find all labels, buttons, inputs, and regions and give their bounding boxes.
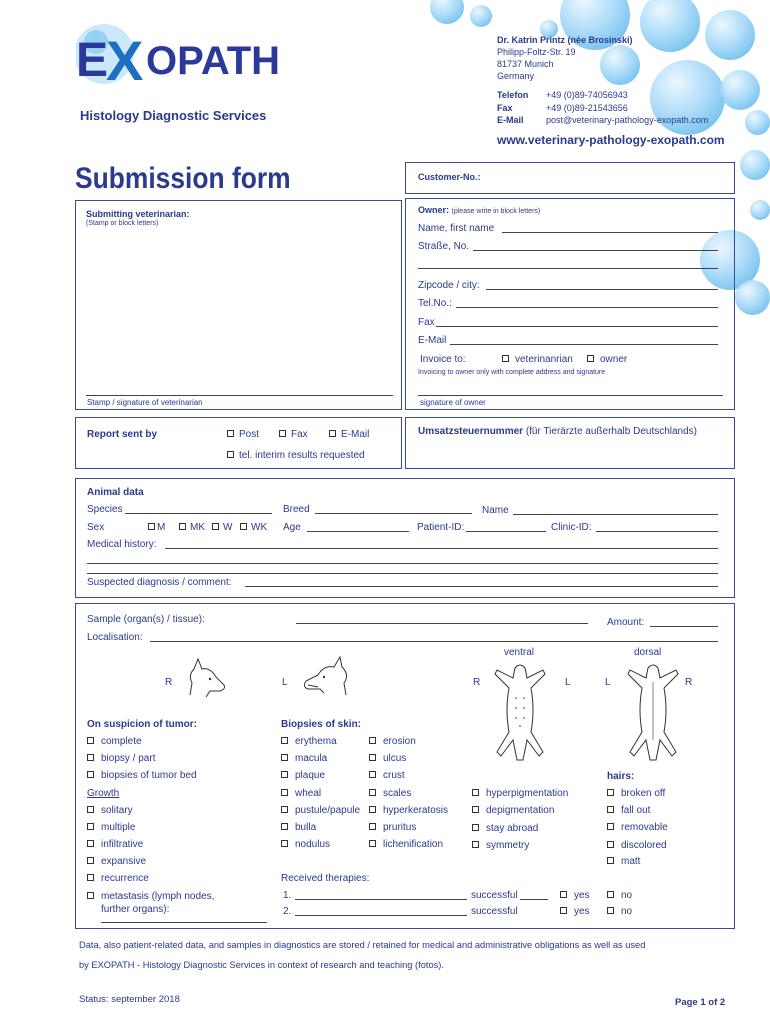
skin-erosion-label: erosion bbox=[383, 736, 416, 747]
skin-erythema-checkbox[interactable] bbox=[281, 737, 288, 744]
skin-pruritus-checkbox[interactable] bbox=[369, 823, 376, 830]
therapy-1-yes-checkbox[interactable] bbox=[560, 891, 567, 898]
owner-fax-field[interactable] bbox=[436, 326, 718, 327]
therapy-2-yes-checkbox[interactable] bbox=[560, 907, 567, 914]
history-field[interactable] bbox=[165, 548, 718, 549]
growth-recurrence-checkbox[interactable] bbox=[87, 874, 94, 881]
skin-erosion-checkbox[interactable] bbox=[369, 737, 376, 744]
page-title: Submission form bbox=[75, 162, 291, 195]
metastasis-field[interactable] bbox=[101, 922, 267, 923]
organ-label: Sample (organ(s) / tissue): bbox=[87, 614, 205, 625]
hairs-broken-checkbox[interactable] bbox=[607, 789, 614, 796]
therapy-2-no-checkbox[interactable] bbox=[607, 907, 614, 914]
hairs-removable-label: removable bbox=[621, 822, 668, 833]
sex-label: Sex bbox=[87, 522, 105, 533]
owner-label bbox=[418, 205, 540, 215]
contact-street: Philipp-Foltz-Str. 19 bbox=[497, 47, 576, 57]
therapies-title: Received therapies: bbox=[281, 873, 370, 884]
svg-text:E: E bbox=[76, 34, 109, 87]
contact-phones bbox=[497, 89, 528, 127]
skin-hyperpigmentation-label: hyperpigmentation bbox=[486, 788, 569, 799]
sex-m-label: M bbox=[157, 522, 166, 533]
skin-macula-checkbox[interactable] bbox=[281, 754, 288, 761]
tumor-biopsy-label: biopsy / part bbox=[101, 753, 156, 764]
therapy-1-no-label: no bbox=[621, 890, 633, 901]
growth-solitary-label: solitary bbox=[101, 805, 133, 816]
dog-ventral-diagram[interactable] bbox=[485, 660, 555, 765]
skin-symmetry-label: symmetry bbox=[486, 840, 530, 851]
ventral-label: ventral bbox=[504, 647, 535, 658]
dog-dorsal-diagram[interactable] bbox=[618, 660, 688, 765]
growth-multiple-checkbox[interactable] bbox=[87, 823, 94, 830]
ust-label bbox=[418, 426, 697, 437]
phone-label: Telefon bbox=[497, 90, 529, 100]
owner-zip-label: Zipcode / city: bbox=[418, 280, 480, 291]
tumor-bed-label: biopsies of tumor bed bbox=[101, 770, 197, 781]
name-field[interactable] bbox=[513, 514, 718, 515]
dog-head-right-diagram[interactable] bbox=[298, 655, 353, 700]
skin-scales-checkbox[interactable] bbox=[369, 789, 376, 796]
privacy-text-2: by EXOPATH - Histology Diagnostic Services in context of research and teaching (fotos). bbox=[79, 960, 444, 970]
owner-street-field[interactable] bbox=[473, 250, 718, 251]
species-field[interactable] bbox=[125, 513, 272, 514]
tumor-complete-label: complete bbox=[101, 736, 142, 747]
tumor-bed-checkbox[interactable] bbox=[87, 771, 94, 778]
sex-wk-checkbox[interactable] bbox=[240, 523, 247, 530]
therapy-2-field[interactable] bbox=[295, 915, 467, 916]
contact-city: 81737 Munich bbox=[497, 59, 554, 69]
report-fax-checkbox[interactable] bbox=[279, 430, 286, 437]
age-field[interactable] bbox=[307, 531, 409, 532]
patient-id-label: Patient-ID: bbox=[417, 522, 465, 533]
growth-solitary-checkbox[interactable] bbox=[87, 806, 94, 813]
skin-crust-checkbox[interactable] bbox=[369, 771, 376, 778]
therapy-1-success-field[interactable] bbox=[520, 899, 548, 900]
website-link[interactable]: www.veterinary-pathology-exopath.com bbox=[497, 133, 725, 147]
report-box bbox=[75, 417, 402, 469]
therapy-2-yes-label: yes bbox=[574, 906, 590, 917]
therapy-2-number: 2. bbox=[283, 906, 292, 917]
localisation-label: Localisation: bbox=[87, 632, 143, 643]
fax-value: +49 (0)89-21543656 bbox=[546, 102, 628, 113]
skin-bulla-checkbox[interactable] bbox=[281, 823, 288, 830]
therapy-1-field[interactable] bbox=[295, 899, 467, 900]
name-label: Name bbox=[482, 505, 509, 516]
invoice-owner-label: owner bbox=[600, 354, 628, 365]
hairs-broken-label: broken off bbox=[621, 788, 666, 799]
skin-hyperpigmentation-checkbox[interactable] bbox=[472, 789, 479, 796]
svg-text:OPATH: OPATH bbox=[146, 39, 281, 83]
growth-multiple-label: multiple bbox=[101, 822, 136, 833]
skin-pustule-checkbox[interactable] bbox=[281, 806, 288, 813]
growth-expansive-label: expansive bbox=[101, 856, 147, 867]
invoice-note: Invoicing to owner only with complete address and signature bbox=[418, 369, 606, 376]
hairs-title: hairs: bbox=[607, 771, 635, 782]
localisation-field[interactable] bbox=[150, 641, 718, 642]
breed-field[interactable] bbox=[315, 513, 472, 514]
hairs-matt-checkbox[interactable] bbox=[607, 857, 614, 864]
sex-mk-label: MK bbox=[190, 522, 205, 533]
invoice-vet-label: veterinanrian bbox=[515, 354, 573, 365]
skin-macula-label: macula bbox=[295, 753, 328, 764]
growth-infiltrative-label: infiltrative bbox=[101, 839, 144, 850]
skin-depigmentation-checkbox[interactable] bbox=[472, 806, 479, 813]
owner-title: Owner: bbox=[418, 205, 450, 215]
skin-lichenification-checkbox[interactable] bbox=[369, 840, 376, 847]
vet-label: Submitting veterinarian: bbox=[86, 209, 190, 219]
growth-title: Growth bbox=[87, 788, 120, 799]
invoice-label: Invoice to: bbox=[420, 354, 466, 365]
clinic-id-label: Clinic-ID: bbox=[551, 522, 592, 533]
skin-title: Biopsies of skin: bbox=[281, 719, 362, 730]
contact-name: Dr. Katrin Printz (née Brosinski) bbox=[497, 35, 633, 45]
skin-hyperkeratosis-label: hyperkeratosis bbox=[383, 805, 449, 816]
vet-box[interactable] bbox=[75, 200, 402, 410]
ust-note: (für Tierärzte außerhalb Deutschlands) bbox=[525, 426, 698, 437]
hairs-fall-out-label: fall out bbox=[621, 805, 651, 816]
contact-values bbox=[546, 89, 708, 127]
email-value[interactable]: post@veterinary-pathology-exopath.com bbox=[546, 115, 709, 125]
tumor-complete-checkbox[interactable] bbox=[87, 737, 94, 744]
report-post-label: Post bbox=[239, 429, 260, 440]
owner-name-field[interactable] bbox=[502, 232, 718, 233]
report-post-checkbox[interactable] bbox=[227, 430, 234, 437]
skin-scales-label: scales bbox=[383, 788, 412, 799]
ventral-r: R bbox=[473, 677, 481, 688]
therapy-1-no-checkbox[interactable] bbox=[607, 891, 614, 898]
history-field-3[interactable] bbox=[87, 573, 718, 574]
suspected-field[interactable] bbox=[245, 586, 718, 587]
ust-title: Umsatzsteuernummer bbox=[418, 426, 524, 437]
growth-infiltrative-checkbox[interactable] bbox=[87, 840, 94, 847]
email-label: E-Mail bbox=[497, 115, 524, 125]
owner-tel-field[interactable] bbox=[456, 307, 718, 308]
hairs-removable-checkbox[interactable] bbox=[607, 823, 614, 830]
head-right-l: L bbox=[282, 677, 288, 688]
dorsal-label: dorsal bbox=[634, 647, 662, 658]
dorsal-r: R bbox=[685, 677, 693, 688]
owner-signature-label: signature of owner bbox=[420, 398, 486, 407]
interim-checkbox[interactable] bbox=[227, 451, 234, 458]
skin-bulla-label: bulla bbox=[295, 822, 317, 833]
therapy-1-successful: successful bbox=[471, 890, 518, 901]
invoice-vet-checkbox[interactable] bbox=[502, 355, 509, 362]
vet-hint: (Stamp or block letters) bbox=[86, 220, 159, 227]
owner-signature-line bbox=[418, 395, 723, 396]
skin-pustule-label: pustule/papule bbox=[295, 805, 361, 816]
privacy-text-1: Data, also patient-related data, and samples in diagnostics are stored / retained for medical and administrative obligations as well as used bbox=[79, 940, 646, 950]
therapy-2-no-label: no bbox=[621, 906, 633, 917]
skin-ulcus-checkbox[interactable] bbox=[369, 754, 376, 761]
clinic-id-field[interactable] bbox=[596, 531, 718, 532]
skin-plaque-checkbox[interactable] bbox=[281, 771, 288, 778]
tumor-biopsy-checkbox[interactable] bbox=[87, 754, 94, 761]
amount-label: Amount: bbox=[607, 617, 645, 628]
tagline: Histology Diagnostic Services bbox=[80, 108, 267, 123]
therapy-1-yes-label: yes bbox=[574, 890, 590, 901]
skin-pruritus-label: pruritus bbox=[383, 822, 417, 833]
organ-field[interactable] bbox=[296, 623, 588, 624]
skin-erythema-label: erythema bbox=[295, 736, 337, 747]
skin-nodulus-label: nodulus bbox=[295, 839, 331, 850]
history-field-2[interactable] bbox=[87, 563, 718, 564]
breed-label: Breed bbox=[283, 504, 310, 515]
skin-symmetry-checkbox[interactable] bbox=[472, 841, 479, 848]
report-label: Report sent by bbox=[87, 429, 158, 440]
skin-stay-abroad-label: stay abroad bbox=[486, 823, 539, 834]
skin-nodulus-checkbox[interactable] bbox=[281, 840, 288, 847]
hairs-discolored-label: discolored bbox=[621, 840, 667, 851]
skin-depigmentation-label: depigmentation bbox=[486, 805, 555, 816]
owner-email-field[interactable] bbox=[450, 344, 718, 345]
phone-value: +49 (0)89-74056943 bbox=[546, 90, 628, 100]
therapy-1-number: 1. bbox=[283, 890, 292, 901]
history-label: Medical history: bbox=[87, 539, 157, 550]
hairs-fall-out-checkbox[interactable] bbox=[607, 806, 614, 813]
invoice-owner-checkbox[interactable] bbox=[587, 355, 594, 362]
svg-text:X: X bbox=[106, 29, 144, 92]
growth-expansive-checkbox[interactable] bbox=[87, 857, 94, 864]
skin-wheal-checkbox[interactable] bbox=[281, 789, 288, 796]
owner-fax-label: Fax bbox=[418, 317, 435, 328]
contact-country: Germany bbox=[497, 71, 535, 81]
amount-field[interactable] bbox=[650, 626, 718, 627]
sex-m-checkbox[interactable] bbox=[148, 523, 155, 530]
metastasis-checkbox[interactable] bbox=[87, 892, 94, 899]
owner-email-label: E-Mail bbox=[418, 335, 447, 346]
sex-mk-checkbox[interactable] bbox=[179, 523, 186, 530]
skin-wheal-label: wheal bbox=[295, 788, 322, 799]
skin-ulcus-label: ulcus bbox=[383, 753, 407, 764]
therapy-2-successful: successful bbox=[471, 906, 518, 917]
skin-plaque-label: plaque bbox=[295, 770, 326, 781]
vet-signature-line bbox=[86, 395, 393, 396]
owner-street-label: Straße, No. bbox=[418, 241, 470, 252]
page-number: Page 1 of 2 bbox=[675, 997, 726, 1008]
age-label: Age bbox=[283, 522, 301, 533]
report-fax-label: Fax bbox=[291, 429, 308, 440]
customer-no-label: Customer-No.: bbox=[418, 172, 481, 182]
skin-lichenification-label: lichenification bbox=[383, 839, 444, 850]
metastasis-label-1: metastasis (lymph nodes, bbox=[101, 891, 215, 902]
ust-box[interactable] bbox=[405, 417, 735, 469]
sex-w-label: W bbox=[223, 522, 233, 533]
status-text: Status: september 2018 bbox=[79, 994, 180, 1005]
tumor-title: On suspicion of tumor: bbox=[87, 719, 197, 730]
sex-w-checkbox[interactable] bbox=[212, 523, 219, 530]
report-email-label: E-Mail bbox=[341, 429, 370, 440]
head-left-r: R bbox=[165, 677, 173, 688]
owner-name-label: Name, first name bbox=[418, 223, 495, 234]
dog-head-left-diagram[interactable] bbox=[180, 655, 230, 700]
dorsal-l: L bbox=[605, 677, 611, 688]
skin-hyperkeratosis-checkbox[interactable] bbox=[369, 806, 376, 813]
skin-stay-abroad-checkbox[interactable] bbox=[472, 824, 479, 831]
growth-recurrence-label: recurrence bbox=[101, 873, 149, 884]
interim-label: tel. interim results requested bbox=[239, 450, 365, 461]
suspected-label: Suspected diagnosis / comment: bbox=[87, 577, 232, 588]
animal-title: Animal data bbox=[87, 487, 144, 498]
owner-street-field-2[interactable] bbox=[418, 268, 718, 269]
fax-label: Fax bbox=[497, 102, 513, 113]
sex-wk-label: WK bbox=[251, 522, 268, 533]
contact-block bbox=[497, 34, 633, 82]
metastasis-label-2: further organs): bbox=[101, 904, 170, 915]
vet-signature-label: Stamp / signature of veterinarian bbox=[87, 398, 203, 407]
ventral-l: L bbox=[565, 677, 571, 688]
skin-crust-label: crust bbox=[383, 770, 405, 781]
owner-zip-field[interactable] bbox=[486, 289, 718, 290]
species-label: Species bbox=[87, 504, 123, 515]
logo bbox=[76, 14, 296, 94]
owner-tel-label: Tel.No.: bbox=[418, 298, 452, 309]
report-email-checkbox[interactable] bbox=[329, 430, 336, 437]
patient-id-field[interactable] bbox=[466, 531, 546, 532]
owner-hint: (please write in block letters) bbox=[451, 208, 541, 215]
hairs-matt-label: matt bbox=[621, 856, 641, 867]
hairs-discolored-checkbox[interactable] bbox=[607, 841, 614, 848]
